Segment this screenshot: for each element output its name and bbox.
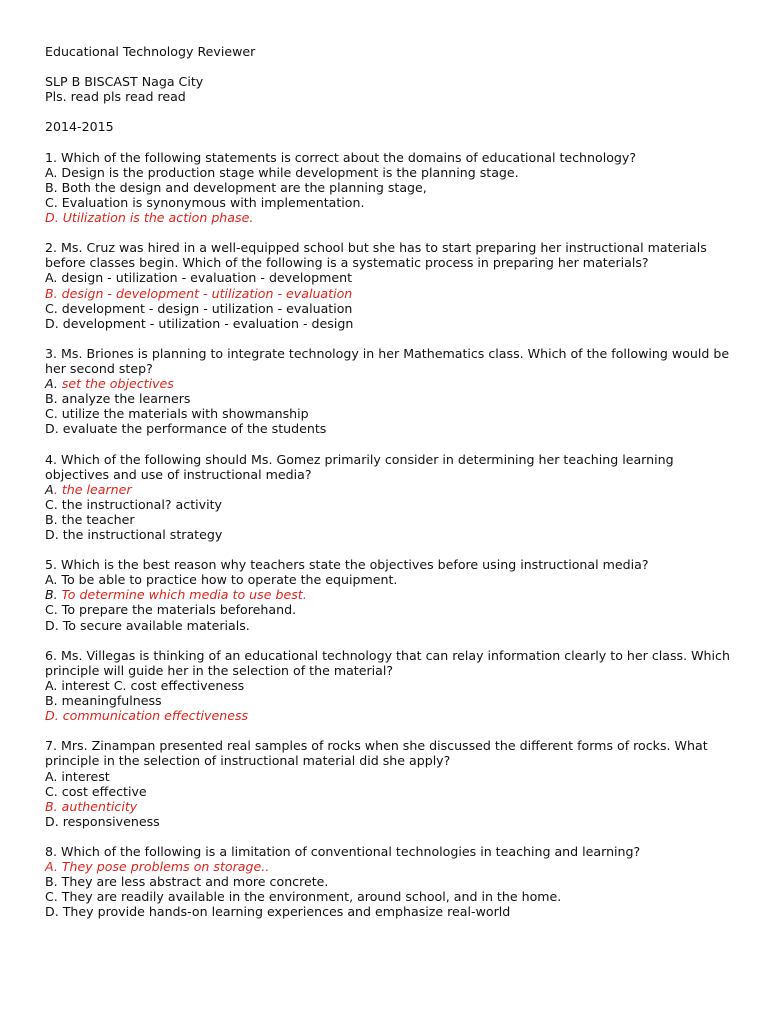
option-text: To determine which media to use best.	[57, 587, 307, 603]
answer-option: D. To secure available materials.	[45, 617, 250, 633]
question-stem: 1. Which of the following statements is correct about the domains of educational technology?	[45, 149, 637, 165]
question-block	[45, 150, 735, 225]
document-page	[45, 44, 735, 919]
question-stem: 2. Ms. Cruz was hired in a well-equipped school but she has to start preparing her instructional materials before classes begin. Which of the following is a systematic process in preparing her materials?	[45, 240, 707, 271]
school-year: 2014-2015	[45, 119, 114, 135]
answer-option: C. To prepare the materials beforehand.	[45, 602, 297, 618]
question-block	[45, 346, 735, 437]
answer-option-correct	[45, 482, 735, 497]
answer-option: C. the instructional? activity	[45, 496, 222, 512]
spacer	[45, 59, 735, 74]
answer-option: B. meaningfulness	[45, 693, 162, 709]
question-block	[45, 738, 735, 829]
question-block	[45, 452, 735, 543]
answer-option: D. They provide hands-on learning experiences and emphasize real-world	[45, 904, 511, 920]
answer-option: A. interest C. cost effectiveness	[45, 677, 245, 693]
answer-option: C. development - design - utilization - evaluation	[45, 300, 353, 316]
answer-option: C. utilize the materials with showmanship	[45, 406, 309, 422]
document-title: Educational Technology Reviewer	[45, 44, 256, 59]
option-letter: A	[45, 481, 54, 497]
spacer	[45, 135, 735, 150]
answer-option: D. responsiveness	[45, 813, 160, 829]
answer-option: D. development - utilization - evaluation - design	[45, 315, 354, 331]
answer-option-correct: A. They pose problems on storage..	[45, 859, 270, 875]
answer-option-correct	[45, 210, 735, 225]
answer-option: D. the instructional strategy	[45, 527, 223, 542]
answer-option: A. To be able to practice how to operate the equipment.	[45, 572, 398, 588]
answer-option: C. cost effective	[45, 783, 147, 799]
question-block	[45, 240, 735, 331]
option-letter: A.	[45, 376, 58, 392]
option-letter: D.	[45, 210, 59, 226]
answer-option: A. design - utilization - evaluation - development	[45, 270, 353, 286]
answer-option: B. Both the design and development are the planning stage,	[45, 179, 427, 195]
question-block	[45, 844, 735, 919]
option-text: Utilization is the action phase.	[58, 210, 254, 226]
answer-option-correct: D. communication effectiveness	[45, 708, 249, 724]
answer-option-correct: B. authenticity	[45, 798, 138, 814]
answer-option: B. the teacher	[45, 511, 135, 527]
answer-option: C. They are readily available in the environment, around school, and in the home.	[45, 889, 562, 905]
question-list	[45, 150, 735, 920]
answer-option: D. evaluate the performance of the students	[45, 421, 327, 437]
answer-option: B. They are less abstract and more concrete.	[45, 874, 329, 890]
answer-option: A. Design is the production stage while development is the planning stage.	[45, 164, 519, 180]
option-letter: B.	[45, 587, 58, 603]
note-line: Pls. read pls read read	[45, 89, 186, 105]
spacer	[45, 104, 735, 119]
question-stem: 8. Which of the following is a limitation of conventional technologies in teaching and learning?	[45, 843, 641, 859]
answer-option-correct	[45, 587, 735, 602]
answer-option: B. analyze the learners	[45, 391, 191, 407]
answer-option: C. Evaluation is synonymous with implementation.	[45, 194, 365, 210]
option-text: . the learner	[53, 481, 132, 497]
school-line: SLP B BISCAST Naga City	[45, 74, 204, 90]
question-stem: 4. Which of the following should Ms. Gomez primarily consider in determining her teaching learning objectives and use of instructional media?	[45, 451, 674, 482]
answer-option-correct	[45, 376, 735, 391]
question-stem: 3. Ms. Briones is planning to integrate technology in her Mathematics class. Which of the following would be her second step?	[45, 345, 730, 376]
question-block	[45, 557, 735, 632]
answer-option: A. interest	[45, 768, 110, 784]
question-stem: 5. Which is the best reason why teachers state the objectives before using instructional media?	[45, 557, 649, 573]
question-stem: 6. Ms. Villegas is thinking of an educational technology that can relay information clearly to her class. Which principle will guide her in the selection of the material?	[45, 647, 730, 678]
question-block	[45, 648, 735, 723]
option-text: set the objectives	[57, 376, 174, 392]
question-stem: 7. Mrs. Zinampan presented real samples of rocks when she discussed the different forms of rocks. What principle in the selection of instructional material did she apply?	[45, 738, 708, 769]
answer-option-correct: B. design - development - utilization - evaluation	[45, 285, 353, 301]
